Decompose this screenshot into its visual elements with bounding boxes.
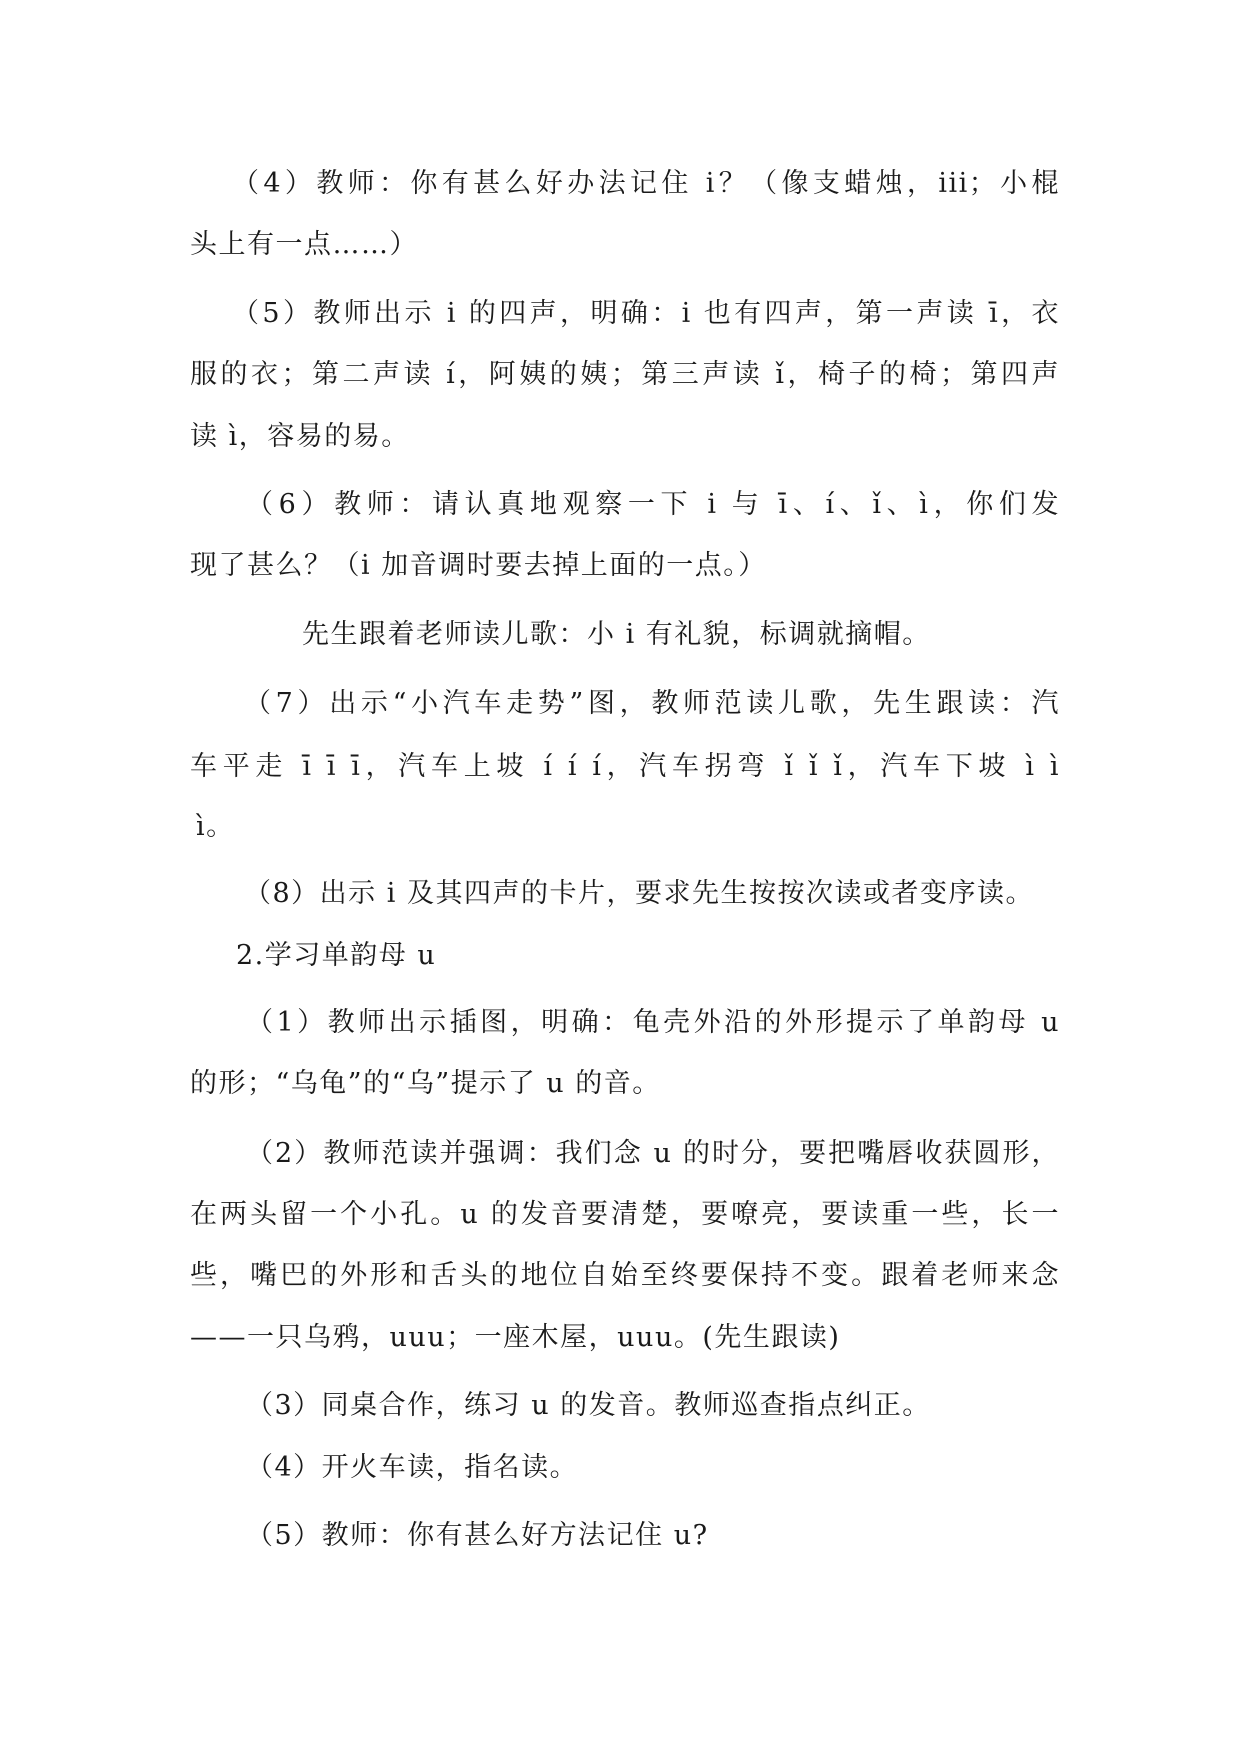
paragraph-line: （4）教师：你有甚么好办法记住 i？（像支蜡烛，iii；小棍 [232,168,1060,199]
paragraph-line: （6）教师：请认真地观察一下 i 与 ī、í、ǐ、ì，你们发 [246,489,1060,520]
paragraph-line: 现了甚么？（i 加音调时要去掉上面的一点。） [190,550,767,581]
paragraph-line: 头上有一点……） [190,229,418,260]
paragraph-line: （3）同桌合作，练习 u 的发音。教师巡查指点纠正。 [246,1390,931,1421]
paragraph-line: 读 ì，容易的易。 [190,421,410,452]
paragraph-line: 车平走 ī ī ī，汽车上坡 í í í，汽车拐弯 ǐ ǐ ǐ，汽车下坡 ì ì [190,751,1060,782]
paragraph-line: 服的衣；第二声读 í，阿姨的姨；第三声读 ǐ，椅子的椅；第四声 [190,359,1060,390]
paragraph-line: 先生跟着老师读儿歌：小 i 有礼貌，标调就摘帽。 [302,619,931,650]
paragraph-line: ì。 [196,811,235,842]
paragraph-line: （1）教师出示插图，明确：龟壳外沿的外形提示了单韵母 u [246,1007,1060,1038]
paragraph-line: 的形；“乌龟”的“乌”提示了 u 的音。 [190,1068,661,1099]
paragraph-line: （5）教师出示 i 的四声，明确：i 也有四声，第一声读 ī，衣 [232,298,1060,329]
paragraph-line: 些，嘴巴的外形和舌头的地位自始至终要保持不变。跟着老师来念 [190,1260,1060,1291]
paragraph-line: （7）出示“小汽车走势”图，教师范读儿歌，先生跟读：汽 [244,688,1060,719]
paragraph-line: （4）开火车读，指名读。 [246,1452,579,1483]
paragraph-line: 在两头留一个小孔。u 的发音要清楚，要嘹亮，要读重一些，长一 [190,1199,1060,1230]
paragraph-line: ——一只乌鸦，uuu；一座木屋，uuu。(先生跟读) [190,1322,841,1353]
section-heading: 2.学习单韵母 u [236,940,437,971]
paragraph-line: （5）教师：你有甚么好方法记住 u? [246,1520,709,1551]
paragraph-line: （2）教师范读并强调：我们念 u 的时分，要把嘴唇收获圆形， [246,1138,1060,1169]
paragraph-line: （8）出示 i 及其四声的卡片，要求先生按按次读或者变序读。 [244,878,1034,909]
